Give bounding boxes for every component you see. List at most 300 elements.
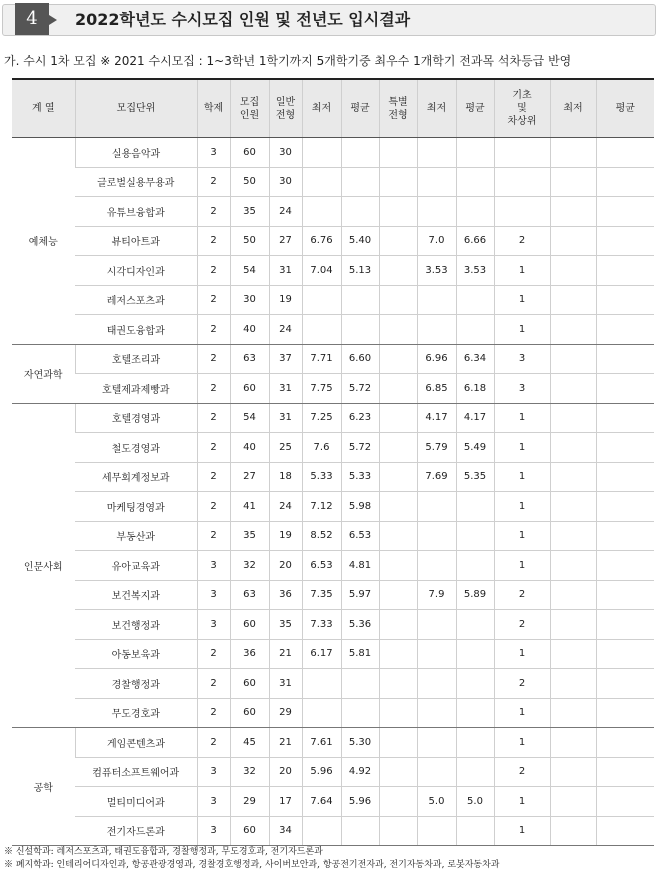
value-cell — [596, 138, 654, 168]
value-cell — [379, 374, 417, 404]
value-cell: 60 — [230, 816, 269, 846]
value-cell: 36 — [269, 580, 302, 610]
section-number-badge: 4 — [15, 3, 49, 35]
value-cell: 63 — [230, 344, 269, 374]
value-cell: 2 — [197, 728, 230, 758]
value-cell — [379, 521, 417, 551]
department-cell: 호텔조리과 — [75, 344, 197, 374]
value-cell — [417, 167, 456, 197]
value-cell: 63 — [230, 580, 269, 610]
value-cell — [456, 197, 494, 227]
value-cell — [341, 285, 379, 315]
column-header: 기초 및 차상위 — [494, 79, 550, 138]
value-cell — [379, 138, 417, 168]
value-cell: 6.53 — [341, 521, 379, 551]
value-cell: 50 — [230, 226, 269, 256]
value-cell: 1 — [494, 728, 550, 758]
value-cell: 60 — [230, 374, 269, 404]
table-row — [12, 197, 654, 227]
value-cell: 7.04 — [302, 256, 341, 286]
value-cell — [596, 492, 654, 522]
value-cell: 5.33 — [341, 462, 379, 492]
value-cell — [417, 698, 456, 728]
table-row — [12, 374, 654, 404]
value-cell: 2 — [494, 580, 550, 610]
value-cell: 1 — [494, 787, 550, 817]
department-cell: 컴퓨터소프트웨어과 — [75, 757, 197, 787]
value-cell: 5.49 — [456, 433, 494, 463]
value-cell — [596, 285, 654, 315]
value-cell — [596, 462, 654, 492]
value-cell — [550, 757, 596, 787]
value-cell — [417, 757, 456, 787]
footnote-closed-departments: ※ 폐지학과: 인테리어디자인과, 항공관광경영과, 경찰경호행정과, 사이버보안과, 항공전기전자과, 전기자동차과, 로봇자동차과 — [4, 860, 500, 870]
value-cell — [456, 698, 494, 728]
category-cell: 자연과학 — [12, 344, 75, 403]
value-cell — [302, 698, 341, 728]
value-cell: 5.33 — [302, 462, 341, 492]
value-cell — [379, 403, 417, 433]
department-cell: 경찰행정과 — [75, 669, 197, 699]
value-cell — [550, 521, 596, 551]
department-cell: 시각디자인과 — [75, 256, 197, 286]
value-cell — [596, 256, 654, 286]
value-cell — [456, 167, 494, 197]
department-cell: 유아교육과 — [75, 551, 197, 581]
value-cell: 5.72 — [341, 433, 379, 463]
value-cell — [379, 226, 417, 256]
value-cell: 32 — [230, 551, 269, 581]
table-row — [12, 521, 654, 551]
value-cell — [379, 285, 417, 315]
value-cell — [379, 256, 417, 286]
column-header: 특별 전형 — [379, 79, 417, 138]
value-cell — [302, 669, 341, 699]
department-cell: 부동산과 — [75, 521, 197, 551]
value-cell: 24 — [269, 315, 302, 345]
department-cell: 실용음악과 — [75, 138, 197, 168]
value-cell: 6.96 — [417, 344, 456, 374]
value-cell: 7.71 — [302, 344, 341, 374]
value-cell: 7.35 — [302, 580, 341, 610]
value-cell: 20 — [269, 757, 302, 787]
category-cell: 인문사회 — [12, 403, 75, 728]
column-header: 평균 — [596, 79, 654, 138]
value-cell — [379, 197, 417, 227]
column-header: 계 열 — [12, 79, 75, 138]
value-cell: 40 — [230, 433, 269, 463]
value-cell — [550, 787, 596, 817]
value-cell — [550, 610, 596, 640]
table-row — [12, 285, 654, 315]
value-cell: 5.96 — [302, 757, 341, 787]
value-cell: 2 — [494, 669, 550, 699]
value-cell: 6.18 — [456, 374, 494, 404]
value-cell — [596, 669, 654, 699]
table-row — [12, 787, 654, 817]
department-cell: 마케팅경영과 — [75, 492, 197, 522]
value-cell: 3 — [197, 610, 230, 640]
value-cell — [302, 315, 341, 345]
section-title: 2022학년도 수시모집 인원 및 전년도 입시결과 — [75, 10, 411, 29]
value-cell — [596, 226, 654, 256]
table-row — [12, 433, 654, 463]
value-cell — [494, 167, 550, 197]
value-cell — [379, 433, 417, 463]
table-row — [12, 167, 654, 197]
value-cell: 7.75 — [302, 374, 341, 404]
value-cell: 29 — [269, 698, 302, 728]
value-cell — [550, 197, 596, 227]
department-cell: 호텔제과제빵과 — [75, 374, 197, 404]
value-cell — [596, 728, 654, 758]
value-cell — [550, 138, 596, 168]
value-cell: 1 — [494, 521, 550, 551]
value-cell — [596, 639, 654, 669]
value-cell: 2 — [197, 197, 230, 227]
value-cell: 32 — [230, 757, 269, 787]
department-cell: 세무회계정보과 — [75, 462, 197, 492]
value-cell — [417, 728, 456, 758]
value-cell: 7.64 — [302, 787, 341, 817]
value-cell — [596, 610, 654, 640]
value-cell: 3 — [197, 551, 230, 581]
value-cell: 31 — [269, 256, 302, 286]
value-cell — [417, 492, 456, 522]
value-cell — [456, 492, 494, 522]
table-row — [12, 256, 654, 286]
value-cell: 2 — [197, 698, 230, 728]
value-cell: 3 — [197, 138, 230, 168]
section-title-bar — [2, 4, 656, 36]
column-header: 최저 — [302, 79, 341, 138]
department-cell: 멀티미디어과 — [75, 787, 197, 817]
value-cell — [456, 816, 494, 846]
value-cell: 8.52 — [302, 521, 341, 551]
value-cell: 2 — [197, 167, 230, 197]
value-cell — [596, 787, 654, 817]
value-cell — [417, 197, 456, 227]
department-cell: 레저스포츠과 — [75, 285, 197, 315]
admission-results-table — [12, 78, 654, 846]
value-cell: 4.17 — [417, 403, 456, 433]
value-cell — [494, 138, 550, 168]
value-cell — [456, 315, 494, 345]
value-cell: 37 — [269, 344, 302, 374]
value-cell: 5.13 — [341, 256, 379, 286]
value-cell: 7.25 — [302, 403, 341, 433]
department-cell: 철도경영과 — [75, 433, 197, 463]
value-cell: 4.92 — [341, 757, 379, 787]
value-cell: 50 — [230, 167, 269, 197]
value-cell: 1 — [494, 698, 550, 728]
value-cell: 54 — [230, 256, 269, 286]
value-cell — [417, 669, 456, 699]
value-cell — [550, 728, 596, 758]
value-cell — [417, 138, 456, 168]
value-cell: 3 — [197, 816, 230, 846]
value-cell: 2 — [197, 403, 230, 433]
value-cell — [550, 669, 596, 699]
table-row — [12, 669, 654, 699]
value-cell — [379, 757, 417, 787]
value-cell: 5.79 — [417, 433, 456, 463]
table-row — [12, 403, 654, 433]
value-cell — [494, 197, 550, 227]
value-cell: 2 — [197, 315, 230, 345]
value-cell: 24 — [269, 197, 302, 227]
value-cell: 5.0 — [456, 787, 494, 817]
value-cell — [456, 521, 494, 551]
value-cell — [550, 256, 596, 286]
table-row — [12, 728, 654, 758]
value-cell: 1 — [494, 639, 550, 669]
value-cell — [456, 639, 494, 669]
value-cell: 30 — [230, 285, 269, 315]
value-cell — [341, 197, 379, 227]
value-cell — [417, 521, 456, 551]
value-cell: 6.34 — [456, 344, 494, 374]
value-cell — [379, 167, 417, 197]
value-cell — [550, 698, 596, 728]
value-cell: 60 — [230, 698, 269, 728]
value-cell: 21 — [269, 728, 302, 758]
value-cell — [417, 610, 456, 640]
table-row — [12, 226, 654, 256]
value-cell: 4.81 — [341, 551, 379, 581]
value-cell — [456, 551, 494, 581]
value-cell: 5.96 — [341, 787, 379, 817]
value-cell — [550, 344, 596, 374]
value-cell: 17 — [269, 787, 302, 817]
value-cell — [550, 226, 596, 256]
value-cell: 60 — [230, 610, 269, 640]
value-cell: 7.33 — [302, 610, 341, 640]
value-cell — [302, 285, 341, 315]
value-cell: 24 — [269, 492, 302, 522]
value-cell: 1 — [494, 403, 550, 433]
table-row — [12, 551, 654, 581]
table-row — [12, 580, 654, 610]
value-cell: 54 — [230, 403, 269, 433]
value-cell — [596, 816, 654, 846]
value-cell: 2 — [494, 757, 550, 787]
value-cell — [550, 167, 596, 197]
value-cell: 2 — [494, 226, 550, 256]
value-cell — [456, 610, 494, 640]
value-cell: 5.36 — [341, 610, 379, 640]
department-cell: 보건행정과 — [75, 610, 197, 640]
value-cell: 2 — [494, 610, 550, 640]
table-row — [12, 757, 654, 787]
value-cell: 6.17 — [302, 639, 341, 669]
value-cell — [596, 403, 654, 433]
column-header: 모집단위 — [75, 79, 197, 138]
column-header: 최저 — [550, 79, 596, 138]
value-cell: 5.89 — [456, 580, 494, 610]
value-cell: 1 — [494, 551, 550, 581]
table-row — [12, 610, 654, 640]
value-cell: 60 — [230, 138, 269, 168]
value-cell — [417, 551, 456, 581]
value-cell: 7.61 — [302, 728, 341, 758]
value-cell — [379, 580, 417, 610]
value-cell — [417, 639, 456, 669]
table-row — [12, 138, 654, 168]
value-cell: 31 — [269, 374, 302, 404]
value-cell: 1 — [494, 433, 550, 463]
value-cell: 2 — [197, 344, 230, 374]
value-cell — [417, 285, 456, 315]
value-cell: 7.0 — [417, 226, 456, 256]
table-row — [12, 344, 654, 374]
value-cell — [596, 167, 654, 197]
value-cell: 2 — [197, 669, 230, 699]
value-cell: 2 — [197, 256, 230, 286]
value-cell: 6.60 — [341, 344, 379, 374]
value-cell — [550, 285, 596, 315]
value-cell: 5.98 — [341, 492, 379, 522]
value-cell — [550, 816, 596, 846]
value-cell: 7.6 — [302, 433, 341, 463]
value-cell: 40 — [230, 315, 269, 345]
value-cell: 4.17 — [456, 403, 494, 433]
value-cell — [302, 816, 341, 846]
value-cell — [596, 433, 654, 463]
department-cell: 전기자드론과 — [75, 816, 197, 846]
header-row — [12, 79, 654, 138]
department-cell: 무도경호과 — [75, 698, 197, 728]
value-cell — [341, 315, 379, 345]
value-cell — [341, 816, 379, 846]
value-cell — [596, 521, 654, 551]
value-cell: 3 — [197, 787, 230, 817]
value-cell: 3 — [197, 757, 230, 787]
value-cell — [550, 462, 596, 492]
value-cell: 27 — [230, 462, 269, 492]
value-cell: 60 — [230, 669, 269, 699]
value-cell: 5.97 — [341, 580, 379, 610]
value-cell: 21 — [269, 639, 302, 669]
table-row — [12, 462, 654, 492]
value-cell — [379, 698, 417, 728]
value-cell: 1 — [494, 285, 550, 315]
value-cell: 36 — [230, 639, 269, 669]
value-cell — [596, 197, 654, 227]
value-cell — [341, 669, 379, 699]
value-cell: 25 — [269, 433, 302, 463]
value-cell: 35 — [230, 197, 269, 227]
value-cell — [456, 757, 494, 787]
value-cell — [550, 315, 596, 345]
value-cell — [379, 816, 417, 846]
value-cell: 29 — [230, 787, 269, 817]
value-cell — [379, 462, 417, 492]
value-cell — [456, 138, 494, 168]
value-cell: 1 — [494, 256, 550, 286]
subtitle: 가. 수시 1차 모집 ※ 2021 수시모집 : 1~3학년 1학기까지 5개학기중 최우수 1개학기 전과목 석차등급 반영 — [4, 54, 572, 68]
department-cell: 호텔경영과 — [75, 403, 197, 433]
value-cell: 1 — [494, 492, 550, 522]
value-cell: 2 — [197, 374, 230, 404]
value-cell — [596, 757, 654, 787]
value-cell — [596, 551, 654, 581]
column-header: 일반 전형 — [269, 79, 302, 138]
value-cell — [379, 728, 417, 758]
category-cell: 예체능 — [12, 138, 75, 345]
value-cell: 6.66 — [456, 226, 494, 256]
column-header: 최저 — [417, 79, 456, 138]
value-cell: 31 — [269, 403, 302, 433]
value-cell — [379, 787, 417, 817]
value-cell: 27 — [269, 226, 302, 256]
value-cell: 2 — [197, 226, 230, 256]
column-header: 학제 — [197, 79, 230, 138]
department-cell: 뷰티아트과 — [75, 226, 197, 256]
value-cell — [302, 138, 341, 168]
column-header: 평균 — [456, 79, 494, 138]
value-cell — [302, 197, 341, 227]
value-cell — [456, 669, 494, 699]
department-cell: 글로벌실용무용과 — [75, 167, 197, 197]
value-cell — [550, 639, 596, 669]
value-cell: 5.35 — [456, 462, 494, 492]
department-cell: 아동보육과 — [75, 639, 197, 669]
value-cell — [596, 580, 654, 610]
value-cell: 5.72 — [341, 374, 379, 404]
category-cell: 공학 — [12, 728, 75, 846]
value-cell: 3 — [494, 374, 550, 404]
value-cell — [341, 698, 379, 728]
value-cell: 35 — [269, 610, 302, 640]
value-cell: 2 — [197, 521, 230, 551]
value-cell: 3 — [494, 344, 550, 374]
table-row — [12, 315, 654, 345]
value-cell — [596, 344, 654, 374]
value-cell — [379, 492, 417, 522]
value-cell: 34 — [269, 816, 302, 846]
value-cell: 1 — [494, 816, 550, 846]
value-cell — [417, 816, 456, 846]
value-cell: 3.53 — [456, 256, 494, 286]
department-cell: 보건복지과 — [75, 580, 197, 610]
department-cell: 게임콘텐츠과 — [75, 728, 197, 758]
value-cell: 41 — [230, 492, 269, 522]
column-header: 평균 — [341, 79, 379, 138]
value-cell — [456, 285, 494, 315]
column-header: 모집 인원 — [230, 79, 269, 138]
value-cell — [379, 315, 417, 345]
value-cell — [379, 669, 417, 699]
value-cell: 2 — [197, 492, 230, 522]
value-cell: 45 — [230, 728, 269, 758]
value-cell: 6.23 — [341, 403, 379, 433]
value-cell — [596, 374, 654, 404]
value-cell — [596, 698, 654, 728]
value-cell: 7.9 — [417, 580, 456, 610]
value-cell: 35 — [230, 521, 269, 551]
value-cell — [417, 315, 456, 345]
table-row — [12, 639, 654, 669]
value-cell: 5.30 — [341, 728, 379, 758]
table-row — [12, 698, 654, 728]
value-cell: 19 — [269, 285, 302, 315]
value-cell: 2 — [197, 433, 230, 463]
value-cell: 19 — [269, 521, 302, 551]
value-cell: 1 — [494, 315, 550, 345]
footnote-new-departments: ※ 신설학과: 레저스포츠과, 태권도융합과, 경찰행정과, 무도경호과, 전기자드론과 — [4, 847, 323, 857]
value-cell: 30 — [269, 138, 302, 168]
